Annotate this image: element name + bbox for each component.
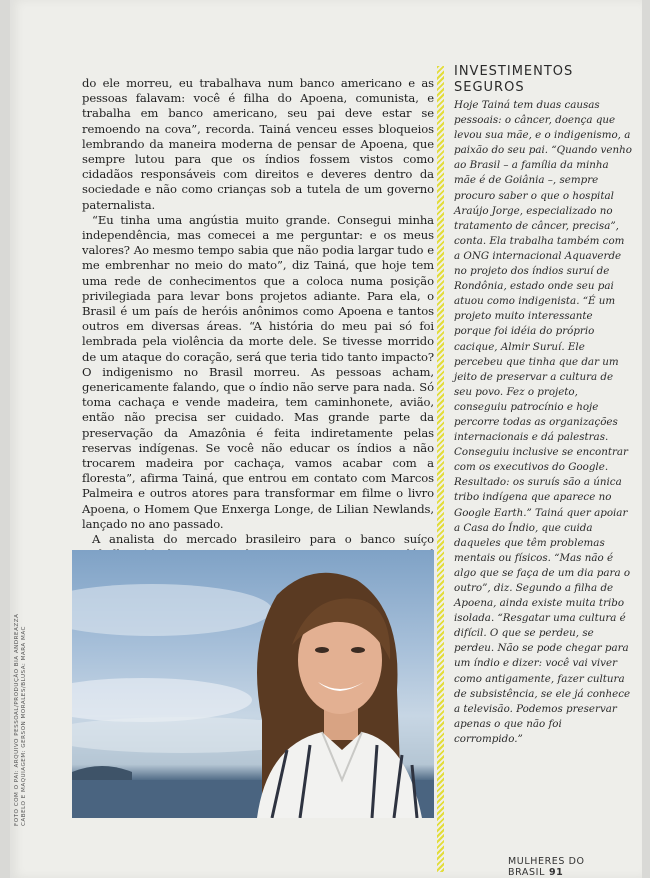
magazine-page	[10, 0, 642, 878]
portrait-photo	[72, 550, 434, 818]
page-number: 91	[548, 867, 564, 878]
page-footer	[508, 856, 642, 878]
sidebar-title-line-2: SEGUROS	[454, 80, 525, 95]
photo-credit-line-1: FOTO COM O PAI: ARQUIVO PESSOAL/PRODUÇÃO BIA ANDREAZZA	[14, 613, 20, 826]
article-paragraph-2: “Eu tinha uma angústia muito grande. Consegui minha independência, mas comecei a me perguntar: e os meus valores? Ao mesmo tempo sabia que não podia largar tudo e me embrenhar no meio do mato”, diz Tainá, que hoje tem uma rede de conhecimentos que a coloca numa posição privilegiada para levar bons projetos adiante. Para ela, o Brasil é um país de heróis anônimos como Apoena e tantos outros em diversas áreas. “A história do meu pai só foi lembrada pela violência da morte dele. Se tivesse morrido de um ataque do coração, será que teria tido tanto impacto? O indigenismo no Brasil morreu. As pessoas acham, genericamente falando, que o índio não serve para nada. Só toma cachaça e vende madeira, tem caminhonete, avião, então não precisa ser cuidado. Mas grande parte da preservação da Amazônia é feita indiretamente pelas reservas indígenas. Se você não educar os índios a não trocarem madeira por cachaça, vamos acabar com a floresta”, afirma Tainá, que entrou em contato com Marcos Palmeira e outros atores para transformar em filme o livro Apoena, o Homem Que Enxerga Longe, de Lilian Newlands, lançado no ano passado.	[82, 212, 434, 531]
magazine-name: MULHERES DO BRASIL	[508, 856, 585, 878]
sidebar-body: Hoje Tainá tem duas causas pessoais: o câncer, doença que levou sua mãe, e o indigenismo, a paixão do seu pai. “Quando venho ao Brasil – a família da minha mãe é de Goiânia –, sempre procuro saber o que o hospital Araújo Jorge, especializado no tratamento de câncer, precisa”, conta. Ela trabalha também com a ONG internacional Aquaverde no projeto dos índios suruí de Rondônia, estado onde seu pai atuou como indigenista. “É um projeto muito interessante porque foi idéia do próprio cacique, Almir Suruí. Ele percebeu que tinha que dar um jeito de preservar a cultura de seu povo. Fez o projeto, conseguiu patrocínio e hoje percorre todas as organizações internacionais e dá palestras. Conseguiu inclusive se encontrar com os executivos do Google. Resultado: os suruís são a única tribo indígena que aparece no Google Earth.” Tainá quer apoiar a Casa do Índio, que cuida daqueles que têm problemas mentais ou físicos. “Mas não é algo que se faça de um dia para o outro”, diz. Segundo a filha de Apoena, ainda existe muita tribo isolada. “Resgatar uma cultura é difícil. O que se perdeu, se perdeu. Não se pode chegar para um índio e dizer: você vai viver como antigamente, fazer cultura de subsistência, se ele já conhece a televisão. Podemos preservar apenas o que não foi corrompido.”	[454, 99, 632, 745]
article-paragraph-3-text: A analista do mercado brasileiro para o banco suíço	[92, 532, 434, 547]
sidebar-divider	[437, 66, 444, 872]
photo-credit-line-2: CABELO E MAQUIAGEM: GERSON MORALES/BLUSA: MARA MAC	[21, 626, 28, 826]
sidebar-title	[454, 64, 624, 96]
photo-credit	[14, 526, 29, 826]
article-paragraph-1: do ele morreu, eu trabalhava num banco americano e as pessoas falavam: você é filha do Apoena, comunista, e trabalha em banco americano, seu pai deve estar se remoendo na cova”, recorda. Tainá venceu esses bloqueios lembrando da maneira moderna de pensar de Apoena, que sempre lutou para que os índios fossem vistos como cidadãos responsáveis com direitos e deveres dentro da sociedade e não como crianças sob a tutela de um governo paternalista.	[82, 76, 434, 212]
sidebar-title-line-1: INVESTIMENTOS	[454, 64, 574, 79]
portrait-illustration	[72, 550, 434, 818]
